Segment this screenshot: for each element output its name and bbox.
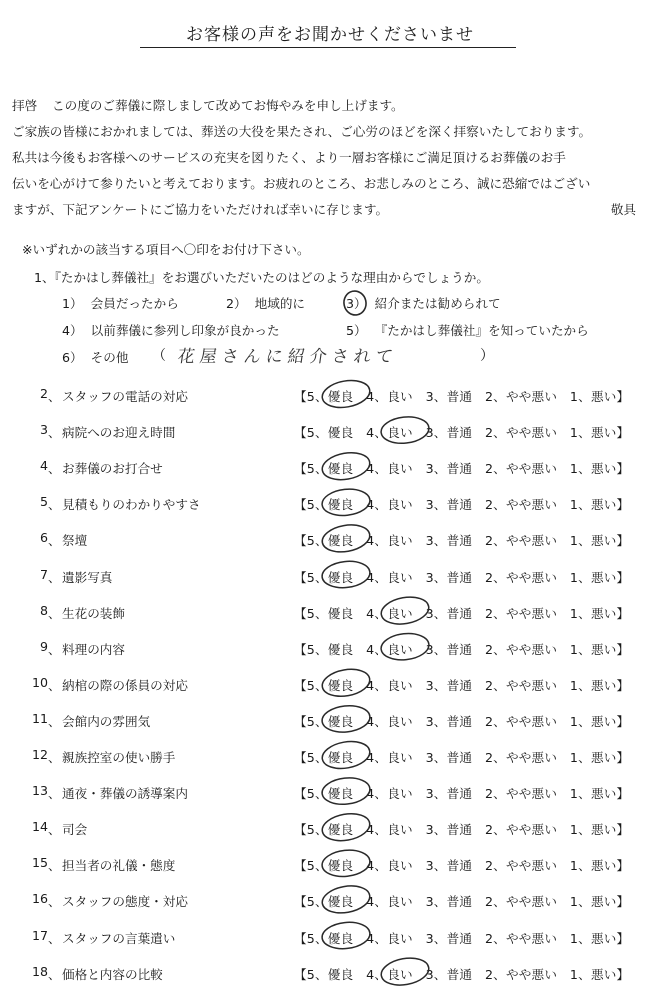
rating-scale[interactable]: 【5、優良 4、良い 3、普通 2、やや悪い 1、悪い】 xyxy=(294,677,630,693)
rating-scale[interactable]: 【5、優良 4、良い 3、普通 2、やや悪い 1、悪い】 xyxy=(294,966,630,982)
rating-scale[interactable]: 【5、優良 4、良い 3、普通 2、やや悪い 1、悪い】 xyxy=(294,533,630,549)
rating-row-number: 11 xyxy=(31,710,48,726)
rating-row-separator: 、 xyxy=(48,750,61,765)
rating-row-label: 担当者の礼儀・態度 xyxy=(62,858,176,874)
rating-row-separator: 、 xyxy=(48,605,61,621)
rating-row-separator: 、 xyxy=(48,389,61,404)
rating-row xyxy=(0,705,670,735)
rating-row-label: 見積もりのわかりやすさ xyxy=(62,497,201,513)
rating-row xyxy=(0,885,670,915)
page-title: お客様の声をお聞かせくださいませ xyxy=(186,25,474,45)
rating-row-separator: 、 xyxy=(48,569,61,585)
rating-row-label: スタッフの態度・対応 xyxy=(62,894,188,910)
question-1: 1、『たかはし葬儀社』をお選びいただいたのはどのような理由からでしょうか。 xyxy=(34,270,489,285)
rating-row-separator: 、 xyxy=(48,677,61,693)
rating-row xyxy=(0,380,670,410)
q1-option-6[interactable]: 6） その他 xyxy=(62,350,129,365)
rating-scale[interactable]: 【5、優良 4、良い 3、普通 2、やや悪い 1、悪い】 xyxy=(294,750,630,765)
rating-row-number: 3 xyxy=(39,422,48,438)
q1-option-2[interactable]: 2） 地域的に xyxy=(226,296,305,311)
rating-row xyxy=(0,561,670,591)
rating-row-number: 13 xyxy=(31,783,48,799)
rating-row-label: 司会 xyxy=(62,822,88,838)
rating-scale[interactable]: 【5、優良 4、良い 3、普通 2、やや悪い 1、悪い】 xyxy=(294,461,630,477)
rating-row-separator: 、 xyxy=(48,894,61,910)
q1-option-1[interactable]: 1） 会員だったから xyxy=(62,296,179,311)
rating-row-number: 5 xyxy=(39,494,48,510)
handwritten-other-reason[interactable]: 花屋さんに紹介されて xyxy=(176,347,400,367)
rating-row-label: 祭壇 xyxy=(62,533,88,549)
rating-row-label: 価格と内容の比較 xyxy=(62,966,163,982)
title-underline xyxy=(140,47,516,48)
rating-row-separator: 、 xyxy=(48,966,61,982)
rating-row-separator: 、 xyxy=(48,497,61,513)
rating-row-separator: 、 xyxy=(48,822,61,838)
q1-option-5[interactable]: 5） 『たかはし葬儀社』を知っていたから xyxy=(346,323,589,338)
greeting-line-2: ご家族の皆様におかれましては、葬送の大役を果たされ、ご心労のほどを深く拝察いたしております。 xyxy=(12,124,592,139)
greeting-line-3: 私共は今後もお客様へのサービスの充実を図りたく、より一層お客様にご満足頂けるお葬儀のお手 xyxy=(12,150,566,165)
rating-row-separator: 、 xyxy=(48,425,61,441)
q1-option-4[interactable]: 4） 以前葬儀に参列し印象が良かった xyxy=(62,323,280,338)
rating-row xyxy=(0,777,670,807)
rating-row-label: 親族控室の使い勝手 xyxy=(62,750,176,765)
greeting-lead: 拝啓 xyxy=(12,98,38,113)
rating-row-number: 14 xyxy=(31,819,48,835)
rating-row-separator: 、 xyxy=(48,713,61,729)
instruction-text: ※いずれかの該当する項目へ〇印をお付け下さい。 xyxy=(22,242,310,257)
rating-scale[interactable]: 【5、優良 4、良い 3、普通 2、やや悪い 1、悪い】 xyxy=(294,713,630,729)
rating-row-label: 病院へのお迎え時間 xyxy=(62,425,176,441)
other-open-paren: （ xyxy=(152,348,166,364)
rating-row xyxy=(0,669,670,699)
q1-option-3[interactable]: 3） 紹介または勧められて xyxy=(346,296,501,311)
rating-row xyxy=(0,849,670,879)
greeting-closing: 敬具 xyxy=(610,202,636,217)
rating-row xyxy=(0,813,670,843)
rating-row xyxy=(0,597,670,627)
rating-row xyxy=(0,488,670,518)
rating-scale[interactable]: 【5、優良 4、良い 3、普通 2、やや悪い 1、悪い】 xyxy=(294,389,630,404)
rating-scale[interactable]: 【5、優良 4、良い 3、普通 2、やや悪い 1、悪い】 xyxy=(294,605,630,621)
greeting-line-5: ますが、下記アンケートにご協力をいただければ幸いに存じます。 xyxy=(12,202,389,217)
rating-row xyxy=(0,922,670,952)
rating-row xyxy=(0,452,670,482)
rating-row-separator: 、 xyxy=(48,930,61,946)
rating-row-label: スタッフの言葉遣い xyxy=(62,930,176,946)
rating-row-number: 18 xyxy=(31,963,48,979)
rating-row xyxy=(0,416,670,446)
rating-scale[interactable]: 【5、優良 4、良い 3、普通 2、やや悪い 1、悪い】 xyxy=(294,497,630,513)
greeting-line-4: 伝いを心がけて参りたいと考えております。お疲れのところ、お悲しみのところ、誠に恐縮ではござい xyxy=(12,176,591,191)
rating-scale[interactable]: 【5、優良 4、良い 3、普通 2、やや悪い 1、悪い】 xyxy=(294,894,630,910)
rating-row-number: 15 xyxy=(31,855,48,871)
rating-row-label: 納棺の際の係員の対応 xyxy=(62,677,188,693)
rating-row-number: 7 xyxy=(39,566,48,582)
rating-scale[interactable]: 【5、優良 4、良い 3、普通 2、やや悪い 1、悪い】 xyxy=(294,641,630,657)
rating-row-label: お葬儀のお打合せ xyxy=(62,461,163,477)
rating-row-label: 会館内の雰囲気 xyxy=(62,713,151,729)
rating-row xyxy=(0,633,670,663)
rating-scale[interactable]: 【5、優良 4、良い 3、普通 2、やや悪い 1、悪い】 xyxy=(294,569,630,585)
rating-row-separator: 、 xyxy=(48,461,61,477)
other-close-paren: ） xyxy=(480,348,494,364)
rating-scale[interactable]: 【5、優良 4、良い 3、普通 2、やや悪い 1、悪い】 xyxy=(294,425,630,441)
rating-row-label: 通夜・葬儀の誘導案内 xyxy=(62,786,188,802)
rating-row-separator: 、 xyxy=(48,786,61,802)
rating-row-number: 4 xyxy=(39,458,48,474)
rating-row-number: 12 xyxy=(31,747,48,762)
rating-scale[interactable]: 【5、優良 4、良い 3、普通 2、やや悪い 1、悪い】 xyxy=(294,930,630,946)
rating-row-label: 遺影写真 xyxy=(62,569,113,585)
rating-row-number: 17 xyxy=(31,927,48,943)
rating-row-label: 生花の装飾 xyxy=(62,605,125,621)
rating-scale[interactable]: 【5、優良 4、良い 3、普通 2、やや悪い 1、悪い】 xyxy=(294,858,630,874)
rating-row-label: 料理の内容 xyxy=(62,641,125,657)
rating-row-separator: 、 xyxy=(48,641,61,657)
rating-row-number: 16 xyxy=(31,891,48,907)
rating-row-number: 8 xyxy=(39,602,48,618)
greeting-line-1: 拝啓 この度のご葬儀に際しまして改めてお悔やみを申し上げます。 xyxy=(12,96,404,116)
rating-row-number: 10 xyxy=(31,674,48,690)
rating-row-number: 6 xyxy=(39,530,48,546)
rating-row-label: スタッフの電話の対応 xyxy=(62,389,188,404)
rating-row xyxy=(0,524,670,554)
rating-scale[interactable]: 【5、優良 4、良い 3、普通 2、やや悪い 1、悪い】 xyxy=(294,822,630,838)
rating-row-number: 2 xyxy=(39,386,48,401)
rating-row xyxy=(0,958,670,988)
rating-row-separator: 、 xyxy=(48,533,61,549)
rating-row-separator: 、 xyxy=(48,858,61,874)
rating-row-number: 9 xyxy=(39,638,48,654)
rating-scale[interactable]: 【5、優良 4、良い 3、普通 2、やや悪い 1、悪い】 xyxy=(294,786,630,802)
rating-row xyxy=(0,741,670,771)
